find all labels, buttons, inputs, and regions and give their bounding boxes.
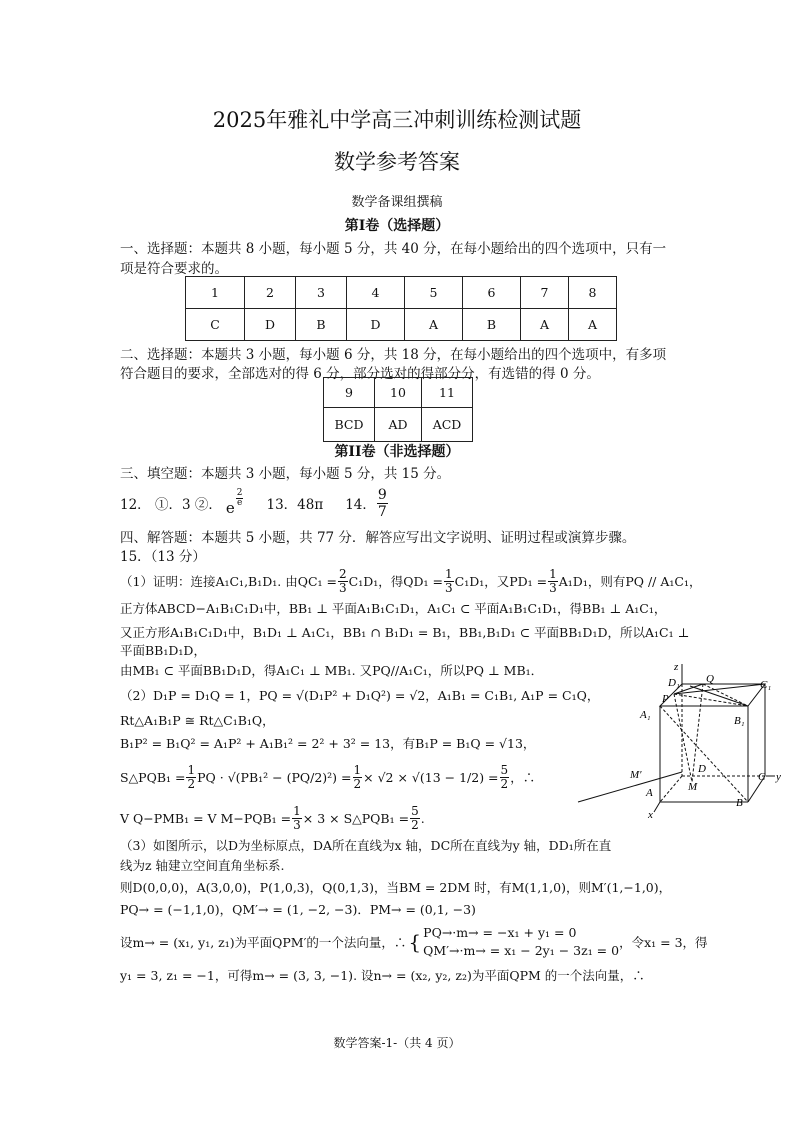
question-15-title: 15．（13 分）: [120, 549, 206, 565]
multi-answer-cell: AD: [375, 408, 422, 442]
mc-number-cell: 1: [186, 277, 245, 309]
fraction-numerator: 2: [339, 566, 347, 581]
mc-answer-cell: C: [186, 309, 245, 341]
proof-text: × √2 × √(13 − 1/2) =: [363, 769, 499, 785]
proof-text: V Q−PMB₁ = V M−PQB₁ =: [120, 810, 292, 826]
part2-heading: 第II卷（非选择题）: [334, 444, 460, 460]
label-a: A: [646, 787, 653, 799]
proof-line-5: 由MB₁ ⊂ 平面BB₁D₁D，得A₁C₁ ⊥ MB₁. 又PQ//A₁C₁，所以PQ ⊥ MB₁．: [120, 663, 544, 678]
multi-answer-table: [323, 377, 473, 442]
mc-number-row: [186, 277, 617, 309]
mc-answer-cell: A: [569, 309, 617, 341]
proof-text: C₁D₁，得QD₁ =: [348, 574, 443, 589]
label-d1: D₁: [668, 677, 680, 689]
solve-instructions: 四、解答题：本题共 5 小题，共 77 分．解答应写出文字说明、证明过程或演算步骤。: [120, 530, 636, 546]
fraction: [410, 805, 420, 832]
power-base: e: [225, 499, 235, 517]
exponent-denominator: e: [236, 498, 243, 508]
proof-text: 设m→ = (x₁, y₁, z₁)为平面QPM′的一个法向量，∴: [120, 935, 407, 950]
fraction-denominator: 3: [293, 817, 301, 832]
proof-line-3: 又正方形A₁B₁C₁D₁中，B₁D₁ ⊥ A₁C₁，BB₁ ∩ B₁D₁ = B₁，BB₁,B₁D₁ ⊂ 平面BB₁D₁D，所以A₁C₁ ⊥: [120, 625, 690, 640]
mc-answer-cell: A: [405, 309, 463, 341]
proof-line-7: Rt△A₁B₁P ≅ Rt△C₁B₁Q，: [120, 713, 275, 728]
proof-line-6: （2）D₁P = D₁Q = 1，PQ = √(D₁P² + D₁Q²) = √2，A₁B₁ = C₁B₁, A₁P = C₁Q，: [120, 688, 600, 703]
fill-answers-line: [120, 486, 389, 520]
mc-number-cell: 2: [245, 277, 296, 309]
proof-text: （1）证明：连接A₁C₁,B₁D₁. 由QC₁ =: [120, 574, 337, 589]
page-footer: 数学答案-1-（共 4 页）: [333, 1036, 461, 1050]
multi-number-cell: 9: [324, 378, 375, 408]
system-equation: PQ→·m→ = −x₁ + y₁ = 0: [423, 925, 577, 940]
fraction-numerator: 1: [353, 762, 362, 777]
fraction: [338, 568, 348, 595]
hidden-edge: [660, 776, 682, 802]
label-d: D: [698, 763, 706, 775]
proof-text: ，∴: [510, 770, 536, 785]
proof-text: .: [420, 810, 425, 826]
fraction: [548, 568, 558, 595]
part1-heading: 第I卷（选择题）: [344, 218, 450, 234]
label-z: z: [674, 661, 679, 673]
label-y: y: [776, 771, 781, 783]
multi-answer-cell: BCD: [324, 408, 375, 442]
document-subtitle: 数学参考答案: [334, 150, 460, 174]
fraction-numerator: 5: [500, 762, 509, 777]
proof-line-11: （3）如图所示，以D为坐标原点，DA所在直线为x 轴，DC所在直线为y 轴，DD₁所在直: [120, 838, 612, 853]
multi-number-cell: 11: [422, 378, 473, 408]
hidden-segment: [674, 694, 692, 782]
multi-answer-row: [324, 408, 473, 442]
fill-answer-13: 13．48π: [266, 497, 324, 513]
author-line: 数学备课组撰稿: [351, 195, 443, 210]
fraction-numerator: 9: [377, 486, 387, 503]
mc-instructions-line1: 一、选择题：本题共 8 小题，每小题 5 分，共 40 分，在每小题给出的四个选项中，只有一: [120, 241, 667, 257]
fraction: [292, 805, 302, 832]
fraction-numerator: 1: [444, 566, 453, 581]
mc-answer-cell: D: [245, 309, 296, 341]
fraction-denominator: 3: [339, 580, 347, 595]
multi-number-row: [324, 378, 473, 408]
fraction: [500, 764, 510, 791]
proof-line-14: PQ→ = (−1,1,0)，QM′→ = (1, −2, −3)．PM→ = (0,1, −3): [120, 902, 476, 917]
mc-answer-row: [186, 309, 617, 341]
mc-number-cell: 5: [405, 277, 463, 309]
proof-line-12: 线为z 轴建立空间直角坐标系.: [120, 858, 285, 873]
proof-line-4: 平面BB₁D₁D，: [120, 643, 206, 658]
hidden-segment: [674, 694, 748, 706]
fraction-denominator: 2: [411, 817, 419, 832]
proof-line-8: B₁P² = B₁Q² = A₁P² + A₁B₁² = 2² + 3² = 13，有B₁P = B₁Q = √13，: [120, 736, 536, 751]
system-equation: QM′→·m→ = x₁ − 2y₁ − 3z₁ = 0: [423, 943, 620, 958]
proof-line-9: [120, 757, 535, 797]
fraction-denominator: 2: [353, 776, 362, 791]
mc-number-cell: 6: [463, 277, 521, 309]
mc-answer-table: [185, 276, 617, 341]
mc-instructions-line2: 项是符合要求的。: [120, 261, 228, 277]
proof-text: PQ · √(PB₁² − (PQ/2)²) =: [197, 769, 352, 785]
proof-line-10: [120, 801, 425, 835]
mc-number-cell: 8: [569, 277, 617, 309]
fraction: [186, 764, 196, 791]
fill-answer-12-power: [226, 489, 245, 517]
proof-line-13: 则D(0,0,0)，A(3,0,0)，P(1,0,3)，Q(0,1,3)，当BM = 2DM 时，有M(1,1,0)，则M′(1,−1,0)，: [120, 880, 672, 895]
mc-answer-cell: B: [463, 309, 521, 341]
label-b1: B₁: [734, 715, 745, 727]
cube-figure: [570, 660, 785, 820]
label-p: P: [662, 693, 669, 705]
label-b: B: [736, 797, 743, 809]
proof-line-15: [120, 920, 708, 964]
fraction-denominator: 2: [500, 776, 509, 791]
proof-line-2: 正方体ABCD−A₁B₁C₁D₁中，BB₁ ⊥ 平面A₁B₁C₁D₁，A₁C₁ ⊂ 平面A₁B₁C₁D₁，得BB₁ ⊥ A₁C₁，: [120, 601, 667, 616]
proof-text: × 3 × S△PQB₁ =: [302, 810, 410, 826]
fraction-nine-sevenths: [377, 487, 388, 520]
fraction-numerator: 1: [187, 762, 196, 777]
proof-line-1: [120, 566, 701, 596]
label-x: x: [648, 809, 653, 820]
fraction-denominator: 7: [377, 503, 387, 520]
fraction: [444, 568, 454, 595]
power-exponent: [236, 489, 244, 508]
proof-text: A₁D₁，则有PQ // A₁C₁，: [558, 574, 702, 589]
proof-text: S△PQB₁ =: [120, 769, 186, 785]
label-c: C: [758, 771, 766, 783]
proof-line-16: y₁ = 3, z₁ = −1，可得m→ = (3, 3, −1). 设n→ = (x₂, y₂, z₂)为平面QPM 的一个法向量，∴: [120, 968, 645, 983]
label-m-prime: M′: [630, 769, 642, 781]
fraction: [353, 764, 363, 791]
label-a1: A₁: [640, 709, 651, 721]
document-title: 2025年雅礼中学高三冲刺训练检测试题: [212, 108, 582, 132]
multi-number-cell: 10: [375, 378, 422, 408]
multi-instructions-line2: 符合题目的要求，全部选对的得 6 分，部分选对的得部分分，有选错的得 0 分。: [120, 366, 600, 382]
fraction-numerator: 5: [411, 803, 419, 818]
mc-number-cell: 4: [347, 277, 405, 309]
fraction-numerator: 1: [293, 803, 301, 818]
proof-text: ，令x₁ = 3，得: [619, 935, 708, 950]
mc-answer-cell: B: [296, 309, 347, 341]
mc-answer-cell: A: [521, 309, 569, 341]
fill-instructions: 三、填空题：本题共 3 小题，每小题 5 分，共 15 分。: [120, 466, 451, 482]
fraction-denominator: 3: [549, 580, 557, 595]
fraction-denominator: 2: [187, 776, 196, 791]
x-axis-tail: [654, 802, 660, 812]
label-q: Q: [706, 673, 714, 685]
multi-instructions-line1: 二、选择题：本题共 3 小题，每小题 6 分，共 18 分，在每小题给出的四个选项中，有多项: [120, 347, 667, 363]
equation-system: [423, 924, 619, 960]
label-c1: C₁: [760, 679, 772, 691]
proof-text: C₁D₁，又PD₁ =: [454, 574, 548, 589]
exponent-numerator: 2: [236, 488, 243, 498]
mc-answer-cell: D: [347, 309, 405, 341]
fraction-numerator: 1: [549, 566, 557, 581]
fill-answer-12: 12． ①．3 ②．: [120, 497, 222, 513]
label-m: M: [688, 781, 698, 793]
fill-answer-14: 14．: [345, 497, 376, 513]
multi-answer-cell: ACD: [422, 408, 473, 442]
fraction-denominator: 3: [444, 580, 453, 595]
mc-number-cell: 7: [521, 277, 569, 309]
mc-number-cell: 3: [296, 277, 347, 309]
brace-glyph: {: [408, 930, 422, 954]
